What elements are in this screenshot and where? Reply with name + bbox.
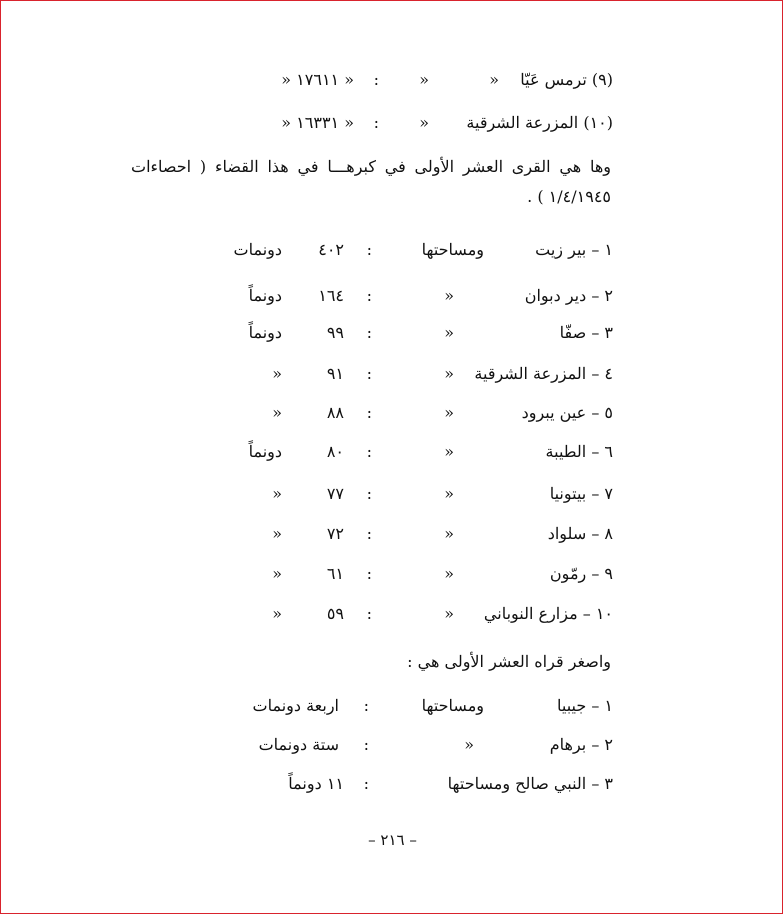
village-name: رمّون xyxy=(549,564,587,583)
row-label: « xyxy=(444,364,454,383)
village-name: النبي صالح ومساحتها xyxy=(447,774,587,793)
largest-row xyxy=(1,318,783,348)
intro-paragraph: وها هي القرى العشر الأولى في كبرهـــا في هذا القضاء ( احصاءات ١/٤/١٩٤٥ ) . xyxy=(131,157,611,206)
entry-name: (٩) ترمس عَيّا xyxy=(520,70,613,89)
smallest-row xyxy=(1,769,783,799)
row-name: ٦ – الطيبة xyxy=(545,442,613,461)
village-name: المزرعة الشرقية xyxy=(474,364,587,383)
row-name: ٧ – بيتونيا xyxy=(549,484,613,503)
largest-row xyxy=(1,235,783,265)
colon: : xyxy=(366,484,372,503)
ditto-mark: « xyxy=(419,70,429,89)
row-label: « xyxy=(444,403,454,422)
row-unit: دونماً xyxy=(248,286,282,305)
row-num: ٣ xyxy=(604,774,613,793)
row-label: « xyxy=(444,286,454,305)
village-name: سلواد xyxy=(547,524,587,543)
row-name: ٨ – سلواد xyxy=(547,524,613,543)
row-value: ستة دونمات xyxy=(258,735,339,754)
entry-name: (١٠) المزرعة الشرقية xyxy=(466,113,613,132)
ditto-mark: « xyxy=(419,113,429,132)
row-value: ١٦٤ xyxy=(318,286,344,305)
colon: : xyxy=(366,604,372,623)
largest-row xyxy=(1,479,783,509)
smallest-row xyxy=(1,691,783,721)
row-value: ١١ دونماً xyxy=(288,774,344,793)
row-name: ٢ – دير دبوان xyxy=(524,286,613,305)
row-unit: « xyxy=(272,403,282,422)
colon: : xyxy=(366,403,372,422)
row-num: ٤ xyxy=(604,364,613,383)
entry-value: « ١٦٣٣١ « xyxy=(281,113,354,132)
row-value: اربعة دونمات xyxy=(252,696,339,715)
row-num: ١ xyxy=(604,240,613,259)
row-name: ٩ – رمّون xyxy=(549,564,613,583)
row-name: ٥ – عين يبرود xyxy=(521,403,613,422)
village-name: جيبيا xyxy=(556,696,587,715)
village-name: بير زيت xyxy=(535,240,587,259)
colon: : xyxy=(366,240,372,259)
row-unit: « xyxy=(272,564,282,583)
largest-row xyxy=(1,281,783,311)
largest-row xyxy=(1,559,783,589)
row-value: ٧٢ xyxy=(326,524,344,543)
row-num: ٧ xyxy=(604,484,613,503)
smallest-heading: واصغر قراه العشر الأولى هي : xyxy=(407,652,611,671)
colon: : xyxy=(366,564,372,583)
row-label: ومساحتها xyxy=(421,696,484,715)
row-num: ٢ xyxy=(604,286,613,305)
colon: : xyxy=(366,442,372,461)
row-name: ٤ – المزرعة الشرقية xyxy=(474,364,613,383)
row-value: ٨٨ xyxy=(326,403,344,422)
colon: : xyxy=(363,774,369,793)
row-label: « xyxy=(444,484,454,503)
row-num: ٣ xyxy=(604,323,613,342)
row-name: ١ – بير زيت xyxy=(535,240,613,259)
row-num: ٨ xyxy=(604,524,613,543)
colon: : xyxy=(366,524,372,543)
row-label: « xyxy=(444,323,454,342)
largest-row xyxy=(1,398,783,428)
row-num: ٩ xyxy=(604,564,613,583)
row-value: ٥٩ xyxy=(326,604,344,623)
top-entry-10 xyxy=(1,108,783,138)
row-label: « xyxy=(444,524,454,543)
row-value: ٦١ xyxy=(326,564,344,583)
row-unit: « xyxy=(272,484,282,503)
row-name: ٣ – صفّا xyxy=(559,323,613,342)
row-unit: دونماً xyxy=(248,442,282,461)
largest-row xyxy=(1,359,783,389)
village-name: مزارع النوباني xyxy=(483,604,578,623)
colon: : xyxy=(373,113,379,132)
largest-row xyxy=(1,599,783,629)
row-value: ٨٠ xyxy=(326,442,344,461)
row-unit: « xyxy=(272,364,282,383)
village-name: دير دبوان xyxy=(524,286,587,305)
village-name: صفّا xyxy=(559,323,587,342)
row-unit: « xyxy=(272,524,282,543)
ditto-mark: « xyxy=(489,70,499,89)
row-value: ٩٩ xyxy=(326,323,344,342)
village-name: برهام xyxy=(549,735,587,754)
page-number: – ٢١٦ – xyxy=(368,831,417,849)
largest-row xyxy=(1,437,783,467)
row-name: ٣ – النبي صالح ومساحتها xyxy=(447,774,613,793)
row-unit: دونمات xyxy=(233,240,282,259)
row-label: ومساحتها xyxy=(421,240,484,259)
colon: : xyxy=(363,696,369,715)
row-label: « xyxy=(464,735,474,754)
village-name: الطيبة xyxy=(545,442,587,461)
row-label: « xyxy=(444,604,454,623)
row-label: « xyxy=(444,564,454,583)
largest-row xyxy=(1,519,783,549)
row-unit: دونماً xyxy=(248,323,282,342)
entry-value: « ١٧٦١١ « xyxy=(281,70,354,89)
row-name: ٢ – برهام xyxy=(549,735,613,754)
colon: : xyxy=(366,364,372,383)
smallest-row xyxy=(1,730,783,760)
row-num: ١٠ xyxy=(595,604,613,623)
row-value: ٩١ xyxy=(326,364,344,383)
top-entry-9 xyxy=(1,65,783,95)
row-num: ٦ xyxy=(604,442,613,461)
row-unit: « xyxy=(272,604,282,623)
village-name: بيتونيا xyxy=(549,484,587,503)
colon: : xyxy=(363,735,369,754)
colon: : xyxy=(366,286,372,305)
row-num: ٢ xyxy=(604,735,613,754)
row-num: ١ xyxy=(604,696,613,715)
row-num: ٥ xyxy=(604,403,613,422)
row-value: ٤٠٢ xyxy=(318,240,344,259)
row-label: « xyxy=(444,442,454,461)
colon: : xyxy=(373,70,379,89)
village-name: عين يبرود xyxy=(521,403,587,422)
colon: : xyxy=(366,323,372,342)
row-value: ٧٧ xyxy=(326,484,344,503)
row-name: ١ – جيبيا xyxy=(556,696,613,715)
row-name: ١٠ – مزارع النوباني xyxy=(483,604,613,623)
